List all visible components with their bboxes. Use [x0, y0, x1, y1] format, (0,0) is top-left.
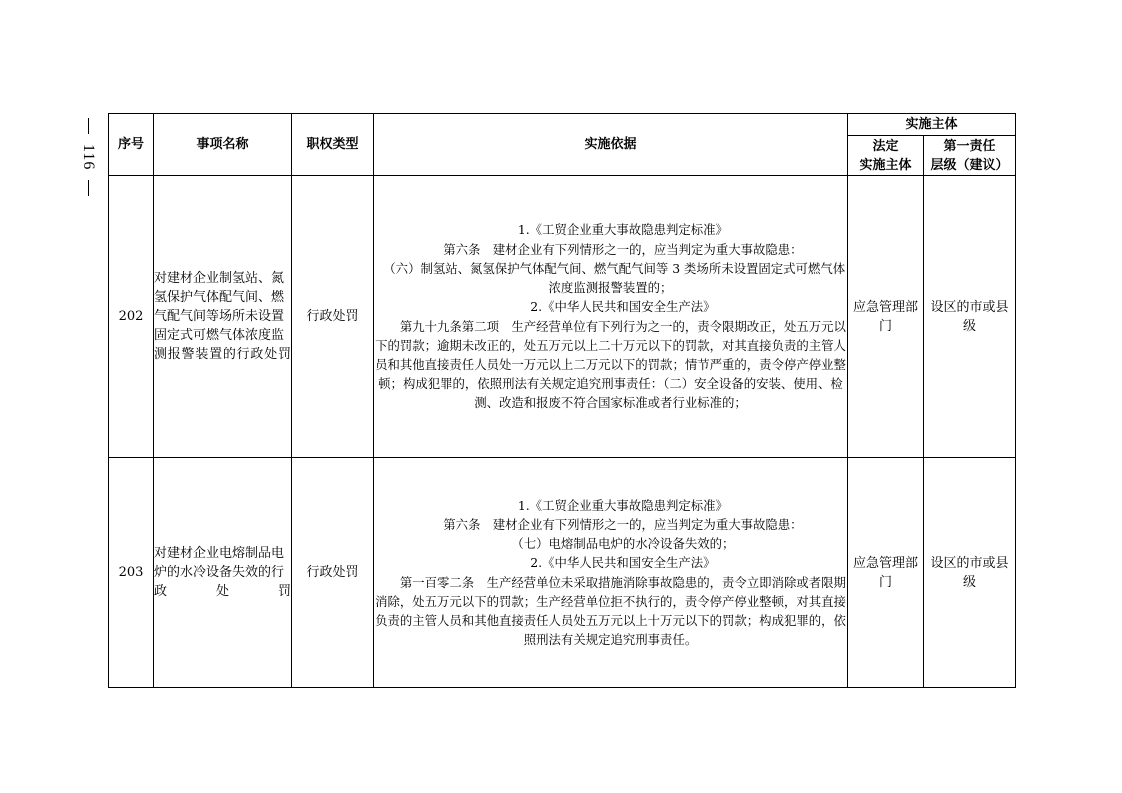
row-first-level-text: 设区的市或县级 — [930, 299, 1009, 334]
row-first-level-text: 设区的市或县级 — [930, 555, 1009, 590]
header-subject: 实施主体 — [848, 114, 1016, 136]
header-first-resp-line1: 第一责任 — [943, 138, 996, 154]
row-type: 行政处罚 — [292, 458, 374, 688]
table-row-203 — [109, 458, 1016, 688]
row-first-level — [924, 176, 1016, 458]
row-seq: 203 — [109, 458, 154, 688]
basis-line: 第一百零二条 生产经营单位未采取措施消除事故隐患的，责令立即消除或者限期消除，处五万元以下的罚款；生产经营单位拒不执行的，责令停产停业整顿，对其直接负责的主管人员和其他直接责任人员处五万元以上十万元以下的罚款；构成犯罪的，依照刑法有关规定追究刑事责任。 — [375, 574, 846, 648]
row-basis — [374, 176, 848, 458]
header-legal-subject-line2: 实施主体 — [859, 157, 912, 173]
basis-line: 1.《工贸企业重大事故隐患判定标准》 — [517, 497, 728, 513]
header-legal-subject-line1: 法定 — [872, 138, 899, 154]
header-basis: 实施依据 — [374, 114, 848, 176]
basis-line: 2.《中华人民共和国安全生产法》 — [530, 299, 716, 315]
row-name-text: 对建材企业电熔制品电炉的水冷设备失效的行政处罚 — [154, 546, 291, 599]
basis-line: （六）制氢站、氮氢保护气体配气间、燃气配气间等 3 类场所未设置固定式可燃气体浓度监测报警装置的； — [383, 260, 846, 296]
page-number — [76, 118, 100, 218]
header-first-resp-line2: 层级（建议） — [930, 157, 1009, 173]
header-legal-subject — [848, 136, 924, 176]
header-name: 事项名称 — [154, 114, 292, 176]
row-name-text: 对建材企业制氢站、氮氢保护气体配气间、燃气配气间等场所未设置固定式可燃气体浓度监测报警装置的行政处罚 — [154, 271, 291, 362]
basis-line: 2.《中华人民共和国安全生产法》 — [530, 555, 716, 571]
row-first-level — [924, 458, 1016, 688]
row-legal-subject-text: 应急管理部门 — [852, 555, 918, 590]
basis-line: 第九十九条第二项 生产经营单位有下列行为之一的，责令限期改正，处五万元以下的罚款；逾期未改正的，处五万元以上二十万元以下的罚款，对其直接负责的主管人员和其他直接责任人员处一万元以上二万元以下的罚款；情节严重的，责令停产停业整顿；构成犯罪的，依照刑法有关规定追究刑事责任：（二）安全设备的安装、使用、检测、改造和报废不符合国家标准或者行业标准的； — [375, 318, 846, 411]
row-basis — [374, 458, 848, 688]
row-type: 行政处罚 — [292, 176, 374, 458]
page-number-value: 116 — [80, 144, 97, 171]
row-legal-subject — [848, 458, 924, 688]
row-name — [154, 176, 292, 458]
page-number-dash-bottom — [88, 180, 89, 196]
row-name — [154, 458, 292, 688]
basis-line: 第六条 建材企业有下列情形之一的，应当判定为重大事故隐患： — [443, 241, 803, 257]
authority-table — [108, 113, 1016, 688]
header-first-resp — [924, 136, 1016, 176]
header-type: 职权类型 — [292, 114, 374, 176]
table-row-202 — [109, 176, 1016, 458]
row-legal-subject-text: 应急管理部门 — [852, 299, 918, 334]
basis-line: 第六条 建材企业有下列情形之一的，应当判定为重大事故隐患： — [443, 516, 803, 532]
header-seq: 序号 — [109, 114, 154, 176]
row-legal-subject — [848, 176, 924, 458]
basis-line: 1.《工贸企业重大事故隐患判定标准》 — [517, 222, 728, 238]
row-seq: 202 — [109, 176, 154, 458]
basis-line: （七）电熔制品电炉的水冷设备失效的； — [511, 536, 735, 552]
page-number-dash-top — [88, 118, 89, 134]
